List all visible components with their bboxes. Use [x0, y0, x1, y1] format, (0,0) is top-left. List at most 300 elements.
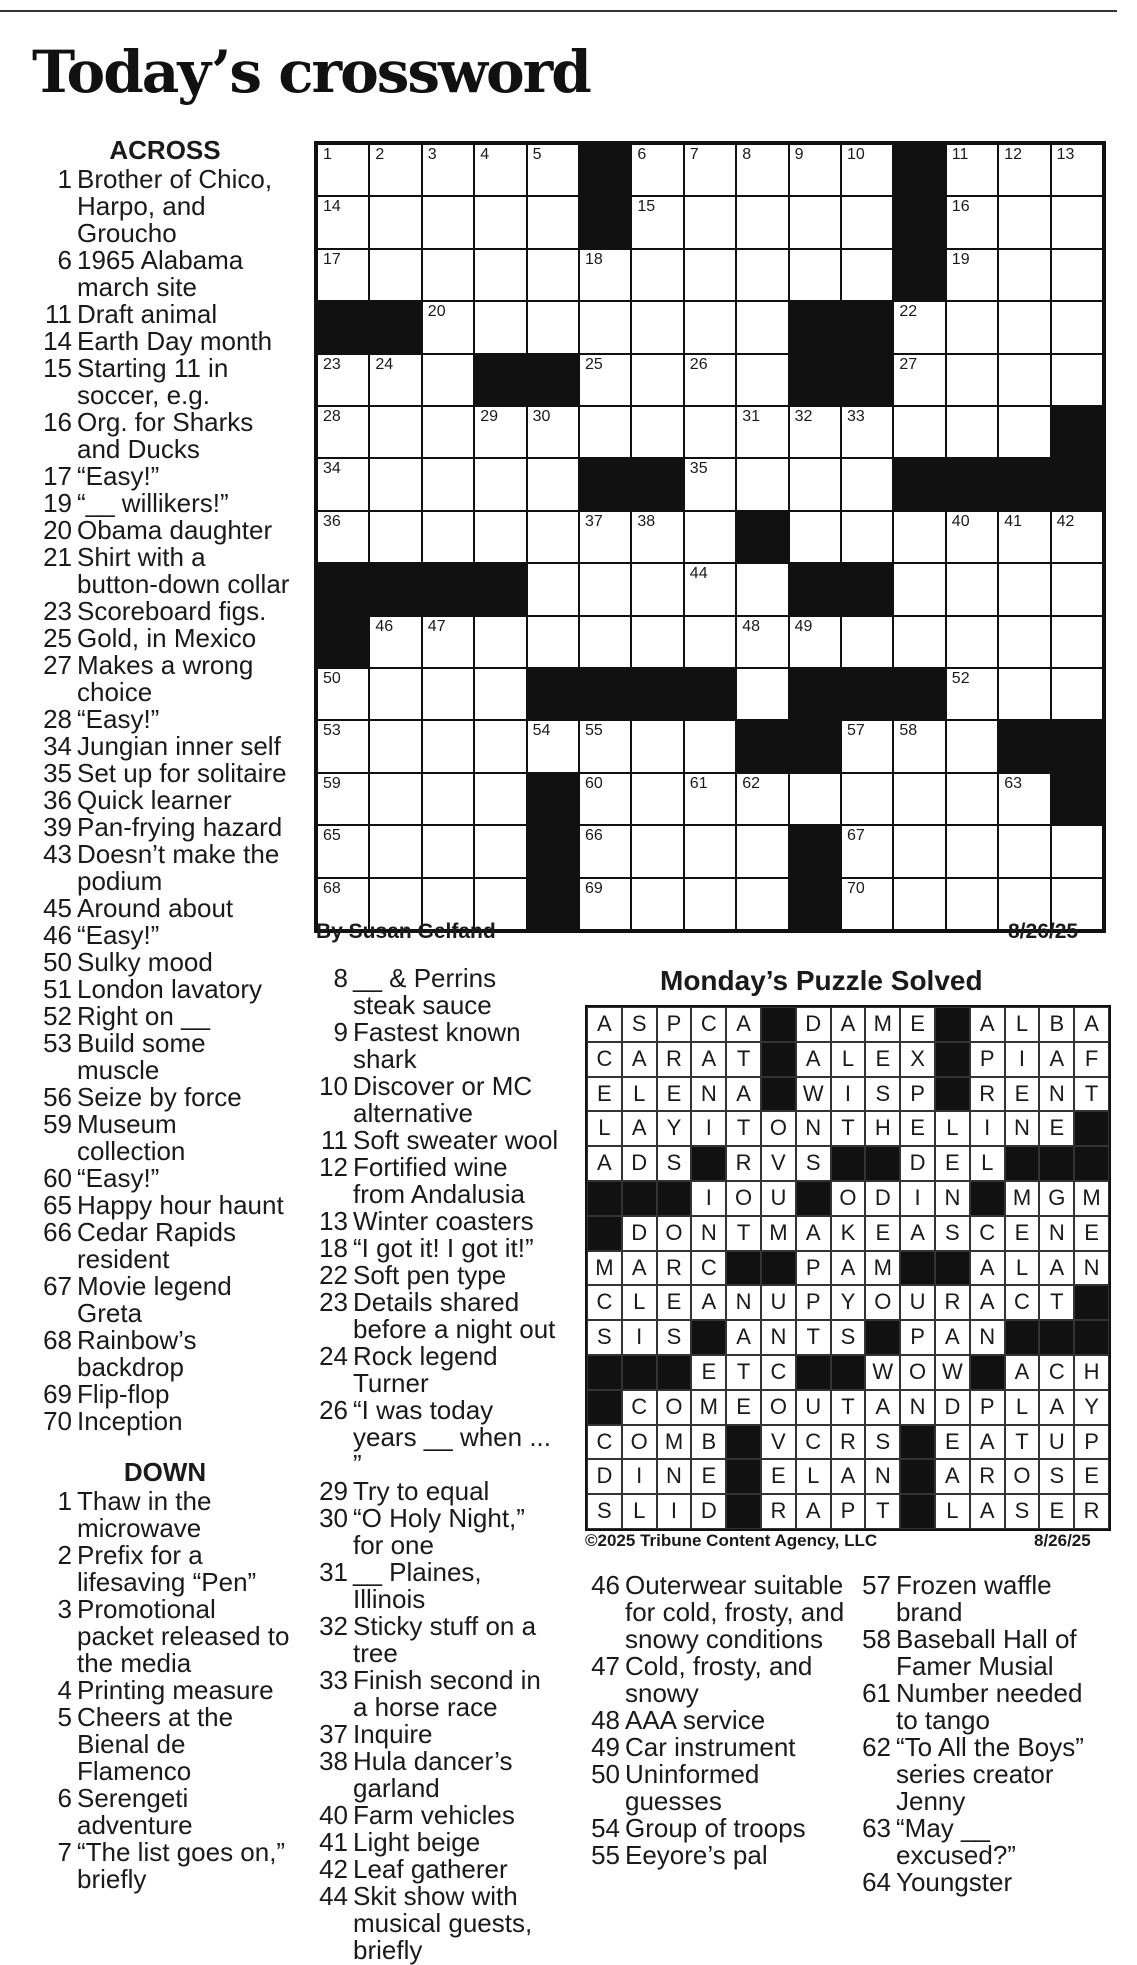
cell-number: 40: [951, 512, 970, 530]
cell-number: 7: [689, 146, 699, 163]
grid-cell[interactable]: [1051, 354, 1103, 406]
grid-cell[interactable]: [474, 301, 526, 353]
clue-number: 57: [862, 1570, 891, 1600]
grid-cell[interactable]: [579, 720, 631, 772]
grid-cell[interactable]: [841, 720, 893, 772]
grid-cell[interactable]: [1051, 144, 1103, 196]
grid-cell[interactable]: [369, 720, 421, 772]
grid-cell[interactable]: [527, 458, 579, 510]
grid-cell[interactable]: [369, 668, 421, 720]
crossword-grid: [314, 141, 1106, 933]
grid-cell[interactable]: [684, 144, 736, 196]
grid-cell[interactable]: [946, 301, 998, 353]
grid-cell[interactable]: [893, 563, 945, 615]
clue-text: Sulky mood: [77, 947, 213, 977]
grid-block: [841, 301, 893, 353]
puzzle-date: 8/26/25: [1008, 920, 1079, 943]
solved-cell: L: [935, 1111, 970, 1146]
grid-cell[interactable]: [422, 196, 474, 248]
grid-cell[interactable]: [684, 563, 736, 615]
solved-block: [587, 1181, 622, 1216]
grid-cell[interactable]: [684, 616, 736, 668]
clue-text: Details shared before a night out: [353, 1287, 556, 1344]
grid-cell[interactable]: [946, 196, 998, 248]
clue-text: Inception: [77, 1406, 183, 1436]
grid-cell[interactable]: [998, 249, 1050, 301]
cell-number: 61: [689, 774, 708, 792]
clue-number: 44: [319, 1881, 348, 1911]
grid-cell[interactable]: [631, 878, 683, 930]
solved-block: [1074, 1320, 1109, 1355]
clue: [40, 760, 290, 787]
grid-block: [841, 668, 893, 720]
cell-number: 29: [480, 408, 498, 425]
clue-text: Cedar Rapids resident: [77, 1217, 236, 1274]
clue-number: 46: [591, 1570, 620, 1600]
grid-cell[interactable]: [1051, 563, 1103, 615]
cell-number: 9: [794, 146, 804, 163]
grid-cell[interactable]: [317, 773, 369, 825]
grid-cell[interactable]: [841, 511, 893, 563]
grid-cell[interactable]: [474, 773, 526, 825]
solved-cell: L: [1005, 1007, 1040, 1042]
grid-cell[interactable]: [317, 196, 369, 248]
solved-cell: L: [587, 1111, 622, 1146]
grid-cell[interactable]: [998, 668, 1050, 720]
page-title: Today’s crossword: [32, 38, 590, 106]
grid-cell[interactable]: [736, 825, 788, 877]
grid-cell[interactable]: [579, 878, 631, 930]
cell-number: 22: [899, 303, 918, 321]
grid-cell[interactable]: [422, 144, 474, 196]
grid-cell[interactable]: [998, 406, 1050, 458]
grid-cell[interactable]: [631, 301, 683, 353]
grid-cell[interactable]: [841, 196, 893, 248]
solved-cell: C: [1005, 1285, 1040, 1320]
grid-cell[interactable]: [998, 301, 1050, 353]
grid-cell[interactable]: [736, 563, 788, 615]
grid-cell[interactable]: [684, 458, 736, 510]
grid-block: [527, 773, 579, 825]
clue-number: 38: [319, 1746, 348, 1776]
clue-text: Baseball Hall of Famer Musial: [896, 1624, 1077, 1681]
grid-block: [317, 616, 369, 668]
grid-cell[interactable]: [684, 720, 736, 772]
grid-cell[interactable]: [631, 511, 683, 563]
clue-text: Earth Day month: [77, 326, 273, 356]
grid-cell[interactable]: [474, 249, 526, 301]
grid-cell[interactable]: [998, 825, 1050, 877]
grid-cell[interactable]: [527, 249, 579, 301]
clue: [856, 1572, 1096, 1626]
clue-number: 10: [319, 1071, 348, 1101]
grid-cell[interactable]: [527, 511, 579, 563]
grid-cell[interactable]: [317, 354, 369, 406]
grid-cell[interactable]: [474, 825, 526, 877]
grid-cell[interactable]: [893, 301, 945, 353]
grid-cell[interactable]: [631, 144, 683, 196]
solved-cell: S: [831, 1320, 866, 1355]
solved-block: [1039, 1146, 1074, 1181]
grid-cell[interactable]: [527, 301, 579, 353]
grid-cell[interactable]: [736, 668, 788, 720]
clue-text: Gold, in Mexico: [77, 623, 257, 653]
grid-cell[interactable]: [1051, 249, 1103, 301]
grid-cell[interactable]: [422, 825, 474, 877]
grid-cell[interactable]: [369, 196, 421, 248]
clue: [856, 1626, 1096, 1680]
grid-cell[interactable]: [631, 563, 683, 615]
across-header: ACROSS: [109, 135, 221, 165]
solved-cell: S: [1005, 1494, 1040, 1529]
cell-number: 50: [323, 670, 341, 687]
solved-cell: W: [796, 1077, 831, 1112]
grid-block: [736, 511, 788, 563]
grid-cell[interactable]: [317, 511, 369, 563]
grid-cell[interactable]: [1051, 511, 1103, 563]
grid-cell[interactable]: [841, 825, 893, 877]
grid-cell[interactable]: [736, 144, 788, 196]
clue-number: 67: [43, 1271, 72, 1301]
grid-cell[interactable]: [422, 354, 474, 406]
cell-number: 44: [689, 565, 708, 583]
clue-text: Cheers at the Bienal de Flamenco: [77, 1702, 234, 1786]
clue-number: 52: [43, 1001, 72, 1031]
grid-cell[interactable]: [422, 773, 474, 825]
grid-cell[interactable]: [317, 458, 369, 510]
grid-cell[interactable]: [736, 616, 788, 668]
clue-number: 62: [862, 1732, 891, 1762]
grid-cell[interactable]: [946, 616, 998, 668]
grid-cell[interactable]: [946, 406, 998, 458]
grid-cell[interactable]: [841, 249, 893, 301]
grid-cell[interactable]: [527, 406, 579, 458]
grid-cell[interactable]: [946, 249, 998, 301]
clue: [316, 1802, 561, 1829]
grid-block: [684, 668, 736, 720]
clue-number: 23: [319, 1287, 348, 1317]
grid-cell[interactable]: [789, 144, 841, 196]
solved-cell: S: [657, 1146, 692, 1181]
grid-cell[interactable]: [841, 878, 893, 930]
grid-cell[interactable]: [946, 668, 998, 720]
clue-number: 50: [43, 947, 72, 977]
grid-cell[interactable]: [789, 511, 841, 563]
grid-cell[interactable]: [317, 825, 369, 877]
grid-cell[interactable]: [527, 196, 579, 248]
solved-cell: D: [622, 1146, 657, 1181]
clue-text: “Easy!”: [77, 920, 160, 950]
grid-cell[interactable]: [369, 144, 421, 196]
solved-cell: M: [691, 1390, 726, 1425]
grid-cell[interactable]: [893, 616, 945, 668]
grid-cell[interactable]: [946, 563, 998, 615]
cell-number: 3: [427, 146, 437, 163]
grid-cell[interactable]: [474, 511, 526, 563]
grid-cell[interactable]: [736, 301, 788, 353]
grid-cell[interactable]: [369, 406, 421, 458]
grid-cell[interactable]: [474, 144, 526, 196]
clue-text: Rainbow’s backdrop: [77, 1325, 197, 1382]
grid-cell[interactable]: [998, 563, 1050, 615]
grid-cell[interactable]: [998, 196, 1050, 248]
clue-text: Inquire: [353, 1719, 433, 1749]
solved-cell: A: [622, 1042, 657, 1077]
solved-cell: E: [900, 1007, 935, 1042]
grid-cell[interactable]: [789, 406, 841, 458]
grid-cell[interactable]: [946, 354, 998, 406]
clue-text: “Easy!”: [77, 1163, 160, 1193]
solved-cell: N: [935, 1181, 970, 1216]
clue-number: 15: [43, 353, 72, 383]
grid-cell[interactable]: [474, 616, 526, 668]
grid-block: [998, 720, 1050, 772]
grid-cell[interactable]: [841, 458, 893, 510]
grid-cell[interactable]: [736, 249, 788, 301]
solved-cell: E: [935, 1146, 970, 1181]
clue-number: 51: [43, 974, 72, 1004]
grid-cell[interactable]: [579, 616, 631, 668]
solved-cell: V: [761, 1425, 796, 1460]
grid-cell[interactable]: [579, 249, 631, 301]
grid-block: [998, 458, 1050, 510]
grid-cell[interactable]: [422, 616, 474, 668]
grid-cell[interactable]: [527, 616, 579, 668]
clue: [40, 1596, 290, 1677]
grid-cell[interactable]: [893, 878, 945, 930]
grid-cell[interactable]: [789, 616, 841, 668]
grid-cell[interactable]: [736, 196, 788, 248]
grid-cell[interactable]: [631, 406, 683, 458]
grid-cell[interactable]: [317, 720, 369, 772]
solved-cell: U: [900, 1285, 935, 1320]
grid-cell[interactable]: [579, 354, 631, 406]
grid-cell[interactable]: [1051, 301, 1103, 353]
solved-cell: E: [865, 1042, 900, 1077]
clue-number: 47: [591, 1651, 620, 1681]
down-list-c: [585, 1572, 845, 1869]
grid-cell[interactable]: [1051, 616, 1103, 668]
grid-cell[interactable]: [946, 773, 998, 825]
grid-cell[interactable]: [736, 406, 788, 458]
clue-text: Doesn’t make the podium: [77, 839, 280, 896]
grid-cell[interactable]: [998, 144, 1050, 196]
solved-cell: N: [691, 1077, 726, 1112]
grid-cell[interactable]: [1051, 825, 1103, 877]
grid-cell[interactable]: [317, 668, 369, 720]
grid-cell[interactable]: [369, 249, 421, 301]
grid-cell[interactable]: [684, 196, 736, 248]
solved-cell: S: [865, 1425, 900, 1460]
grid-cell[interactable]: [684, 354, 736, 406]
clue-text: Around about: [77, 893, 234, 923]
grid-cell[interactable]: [998, 773, 1050, 825]
grid-cell[interactable]: [631, 354, 683, 406]
solved-cell: R: [1074, 1494, 1109, 1529]
grid-cell[interactable]: [841, 773, 893, 825]
grid-cell[interactable]: [369, 354, 421, 406]
solved-cell: N: [900, 1390, 935, 1425]
cell-number: 41: [1004, 512, 1022, 530]
grid-block: [1051, 406, 1103, 458]
grid-cell[interactable]: [684, 511, 736, 563]
clue: [40, 1381, 290, 1408]
grid-cell[interactable]: [946, 825, 998, 877]
grid-cell[interactable]: [631, 196, 683, 248]
grid-cell[interactable]: [369, 511, 421, 563]
clue: [316, 1856, 561, 1883]
across-list: [40, 166, 290, 1435]
grid-cell[interactable]: [684, 878, 736, 930]
clue-text: Museum collection: [77, 1109, 186, 1166]
grid-cell[interactable]: [422, 511, 474, 563]
grid-cell[interactable]: [474, 458, 526, 510]
grid-cell[interactable]: [631, 825, 683, 877]
grid-cell[interactable]: [684, 773, 736, 825]
grid-block: [579, 196, 631, 248]
grid-cell[interactable]: [841, 406, 893, 458]
grid-cell[interactable]: [579, 825, 631, 877]
grid-cell[interactable]: [998, 354, 1050, 406]
clue: [40, 1273, 290, 1327]
grid-cell[interactable]: [422, 406, 474, 458]
solved-cell: L: [970, 1146, 1005, 1181]
cell-number: 62: [742, 774, 760, 792]
solved-block: [761, 1251, 796, 1286]
cell-number: 23: [323, 355, 341, 373]
grid-cell[interactable]: [422, 720, 474, 772]
grid-cell[interactable]: [789, 196, 841, 248]
solved-cell: O: [622, 1425, 657, 1460]
grid-cell[interactable]: [422, 668, 474, 720]
grid-cell[interactable]: [474, 406, 526, 458]
grid-cell[interactable]: [736, 773, 788, 825]
grid-cell[interactable]: [631, 249, 683, 301]
down-clues-column-b: [316, 965, 561, 1964]
cell-number: 1: [323, 146, 332, 163]
grid-cell[interactable]: [579, 773, 631, 825]
grid-cell[interactable]: [422, 458, 474, 510]
solved-credit: ©2025 Tribune Content Agency, LLC: [585, 1531, 878, 1550]
grid-cell[interactable]: [1051, 668, 1103, 720]
grid-cell[interactable]: [893, 720, 945, 772]
grid-cell[interactable]: [684, 825, 736, 877]
grid-cell[interactable]: [841, 144, 893, 196]
solved-cell: M: [865, 1007, 900, 1042]
grid-cell[interactable]: [369, 825, 421, 877]
grid-cell[interactable]: [579, 406, 631, 458]
grid-cell[interactable]: [422, 249, 474, 301]
solved-cell: D: [691, 1494, 726, 1529]
grid-cell[interactable]: [317, 406, 369, 458]
grid-block: [369, 301, 421, 353]
grid-cell[interactable]: [946, 878, 998, 930]
solved-cell: T: [865, 1494, 900, 1529]
grid-cell[interactable]: [946, 720, 998, 772]
grid-cell[interactable]: [1051, 196, 1103, 248]
clue: [40, 1542, 290, 1596]
cell-number: 16: [951, 198, 970, 216]
grid-cell[interactable]: [369, 458, 421, 510]
grid-cell[interactable]: [789, 458, 841, 510]
grid-cell[interactable]: [736, 458, 788, 510]
grid-cell[interactable]: [893, 406, 945, 458]
grid-cell[interactable]: [893, 773, 945, 825]
cell-number: 65: [323, 827, 341, 845]
grid-cell[interactable]: [474, 196, 526, 248]
grid-cell[interactable]: [422, 301, 474, 353]
grid-cell[interactable]: [684, 406, 736, 458]
grid-cell[interactable]: [369, 773, 421, 825]
cell-number: 66: [585, 827, 603, 845]
grid-cell[interactable]: [998, 616, 1050, 668]
grid-cell[interactable]: [579, 301, 631, 353]
grid-cell[interactable]: [684, 301, 736, 353]
grid-cell[interactable]: [527, 563, 579, 615]
solved-cell: C: [587, 1285, 622, 1320]
grid-cell[interactable]: [474, 668, 526, 720]
clue-number: 26: [319, 1395, 348, 1425]
grid-cell[interactable]: [631, 773, 683, 825]
solved-cell: A: [587, 1007, 622, 1042]
grid-cell[interactable]: [527, 144, 579, 196]
grid-cell[interactable]: [946, 144, 998, 196]
grid-cell[interactable]: [369, 616, 421, 668]
grid-cell[interactable]: [789, 249, 841, 301]
solved-cell: E: [1039, 1111, 1074, 1146]
solved-block: [1005, 1146, 1040, 1181]
clue-text: Jungian inner self: [77, 731, 281, 761]
grid-cell[interactable]: [841, 616, 893, 668]
solved-block: [726, 1251, 761, 1286]
grid-cell[interactable]: [317, 144, 369, 196]
grid-cell[interactable]: [893, 354, 945, 406]
grid-cell[interactable]: [631, 720, 683, 772]
clue-text: Youngster: [896, 1867, 1013, 1897]
solved-cell: M: [865, 1251, 900, 1286]
clue-number: 20: [43, 515, 72, 545]
grid-cell[interactable]: [631, 616, 683, 668]
cell-number: 63: [1004, 774, 1022, 792]
solved-cell: C: [622, 1390, 657, 1425]
grid-cell[interactable]: [893, 825, 945, 877]
grid-cell[interactable]: [579, 563, 631, 615]
clue-number: 29: [319, 1476, 348, 1506]
grid-cell[interactable]: [579, 511, 631, 563]
grid-cell[interactable]: [317, 249, 369, 301]
grid-cell[interactable]: [684, 249, 736, 301]
clue: [40, 625, 290, 652]
grid-cell[interactable]: [474, 720, 526, 772]
grid-cell[interactable]: [736, 354, 788, 406]
clue-text: Discover or MC alternative: [353, 1071, 533, 1128]
grid-cell[interactable]: [998, 511, 1050, 563]
grid-cell[interactable]: [946, 511, 998, 563]
grid-cell[interactable]: [789, 773, 841, 825]
solved-cell: E: [935, 1425, 970, 1460]
clue-number: 4: [57, 1675, 72, 1705]
cell-number: 31: [742, 408, 760, 425]
clue-number: 40: [319, 1800, 348, 1830]
grid-cell[interactable]: [893, 511, 945, 563]
clue: [40, 1165, 290, 1192]
solved-block: [761, 1077, 796, 1112]
solved-cell: N: [1005, 1111, 1040, 1146]
clue-number: 60: [43, 1163, 72, 1193]
grid-cell[interactable]: [527, 720, 579, 772]
grid-cell[interactable]: [736, 878, 788, 930]
cell-number: 25: [585, 355, 603, 373]
